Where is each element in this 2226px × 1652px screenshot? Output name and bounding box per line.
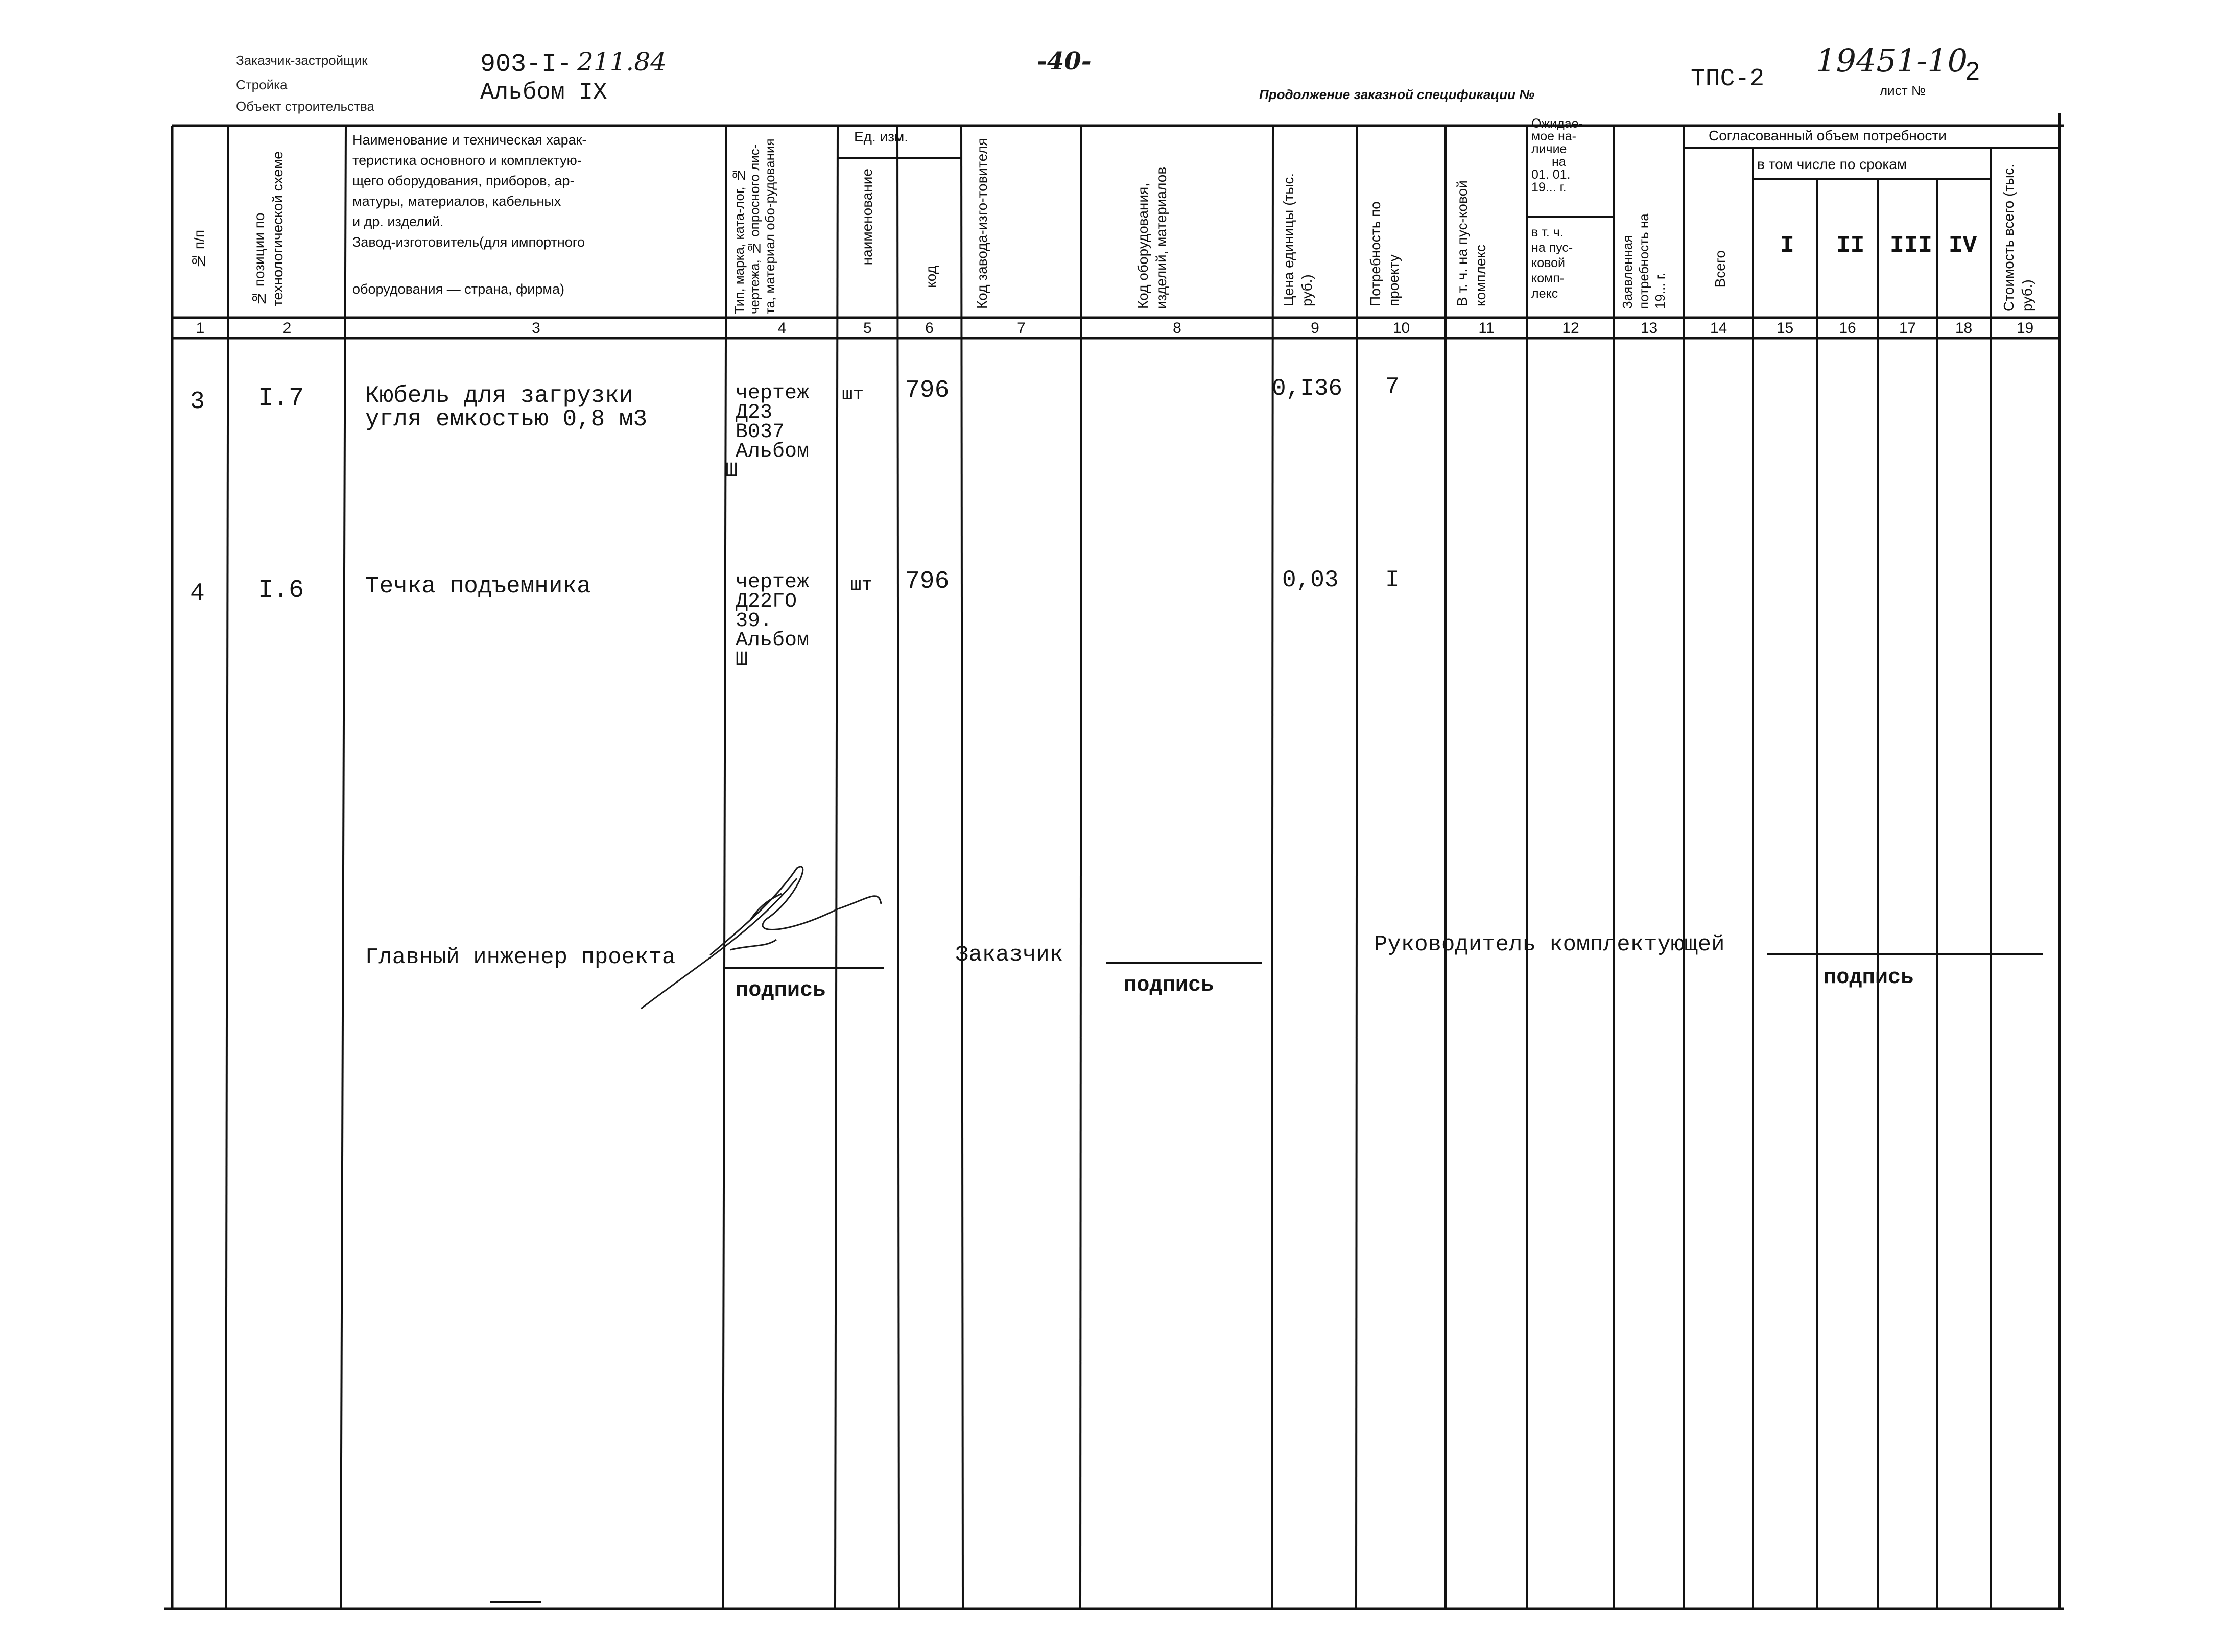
colnum-6: 6 [925, 320, 934, 337]
col1-header: № п/п [191, 230, 207, 269]
row-name-line: Течка подъемника [365, 573, 591, 600]
row-type-line: Д22ГО [736, 590, 797, 613]
row-type-line: Ш [736, 649, 748, 672]
row-name [365, 574, 591, 598]
row-name-line: Кюбель для загрузки [365, 382, 633, 409]
row-number: 4 [190, 580, 205, 607]
row-type-line: Альбом [736, 629, 810, 652]
col12-line1: Ожидае- [1531, 116, 1583, 131]
col19-header: Стоимость всего (тыс. руб.) [2001, 163, 2035, 312]
colnum-2: 2 [282, 320, 292, 337]
col13-header: Заявленная потребность на 19... г. [1620, 213, 1668, 309]
colnum-17: 17 [1899, 320, 1916, 337]
colnum-14: 14 [1710, 320, 1727, 337]
unit-group-header: Ед. изм. [854, 129, 909, 145]
col12-line6: 19... г. [1531, 180, 1567, 195]
col3-header-line7: оборудования — страна, фирма) [352, 281, 564, 297]
col8-header: Код оборудования, изделий, материалов [1135, 166, 1169, 309]
col9-header: Цена единицы (тыс. руб.) [1281, 173, 1315, 306]
row-name-line: угля емкостью 0,8 м3 [365, 406, 648, 433]
col12b-line2: на пус- [1531, 241, 1573, 255]
head-label: Руководитель комплектующей [1374, 932, 1725, 957]
col11-header: В т. ч. на пус-ковой комплекс [1454, 180, 1488, 306]
col12b-line4: комп- [1531, 271, 1565, 285]
col3-header-line4: матуры, материалов, кабельных [352, 194, 561, 209]
row-type-line: чертеж [736, 382, 810, 405]
agreed-group-header: Согласованный объем потребности [1709, 128, 1947, 143]
col18-header: IV [1949, 232, 1977, 259]
page-marker: -40- [1037, 47, 1092, 76]
project-code: 903-I- [480, 50, 573, 79]
customer-label: Заказчик-застройщик [236, 53, 368, 68]
customer-label-sign: Заказчик [955, 942, 1063, 968]
col12-line4: на [1552, 155, 1566, 169]
colnum-1: 1 [196, 320, 205, 337]
col12-line3: личие [1531, 142, 1567, 156]
row-type-line: 39. [736, 610, 773, 633]
colnum-19: 19 [2016, 320, 2034, 337]
chief-engineer-label: Главный инженер проекта [365, 945, 676, 970]
col12-line2: мое на- [1531, 129, 1576, 143]
col12b-line1: в т. ч. [1531, 225, 1564, 240]
col12-line5: 01. 01. [1531, 167, 1571, 182]
colnum-10: 10 [1392, 320, 1410, 337]
col3-header-line1: Наименование и техническая харак- [352, 132, 587, 148]
colnum-8: 8 [1173, 320, 1181, 337]
col5-header: наименование [859, 169, 875, 266]
row-price: 0,I36 [1272, 375, 1343, 402]
row-unit-code: 796 [905, 377, 950, 404]
row-number: 3 [190, 388, 205, 416]
colnum-13: 13 [1640, 320, 1658, 337]
sheet-label: лист № [1880, 83, 1926, 98]
doc-number: 19451-10 [1816, 42, 1968, 79]
col3-header-line6: Завод-изготовитель(для импортного [352, 234, 585, 250]
row-unit: шт [850, 574, 873, 595]
row-type [725, 382, 810, 483]
row-name [365, 384, 647, 431]
col3-header-line2: теристика основного и комплектую- [352, 153, 582, 168]
row-type-line: Альбом [736, 440, 810, 463]
row-position: I.6 [258, 576, 304, 605]
signature-caption-3: подпись [1824, 965, 1914, 990]
row-need: 7 [1385, 374, 1400, 400]
colnum-5: 5 [863, 320, 872, 337]
object-label: Объект строительства [236, 99, 374, 114]
colnum-12: 12 [1562, 320, 1579, 337]
row-unit: шт [842, 384, 864, 405]
project-code-handwritten: 211.84 [577, 47, 667, 77]
colnum-16: 16 [1839, 320, 1856, 337]
signature-caption-1: подпись [736, 978, 826, 1002]
row-position: I.7 [258, 384, 304, 413]
row-unit-code: 796 [905, 568, 950, 595]
colnum-15: 15 [1776, 320, 1794, 337]
row-need: I [1385, 567, 1400, 593]
colnum-18: 18 [1955, 320, 1973, 337]
col7-header: Код завода-изго-товителя [974, 138, 990, 309]
row-type-line: Д23 [736, 401, 773, 424]
row-type-line: В037 [736, 421, 785, 444]
col12b-line3: ковой [1531, 256, 1565, 270]
col17-header: III [1890, 232, 1932, 259]
col3-header-line5: и др. изделий. [352, 214, 444, 229]
row-price: 0,03 [1282, 567, 1339, 593]
col12b-line5: лекс [1531, 286, 1558, 301]
col12b-header [1531, 225, 1573, 301]
construction-label: Стройка [236, 77, 288, 92]
colnum-9: 9 [1311, 320, 1319, 337]
col6-header: код [923, 266, 939, 288]
col4-header: Тип, марка, ката-лог, № чертежа, № опросного лис-та, материал обо-рудования [731, 138, 777, 314]
col10-header: Потребность по проекту [1367, 201, 1402, 306]
col12-header [1531, 117, 1583, 194]
colnum-11: 11 [1478, 320, 1495, 337]
colnum-4: 4 [777, 320, 787, 337]
colnum-7: 7 [1017, 320, 1026, 337]
album-title: Альбом IX [480, 79, 607, 106]
col15-header: I [1780, 232, 1794, 259]
colnum-3: 3 [532, 320, 540, 337]
signature-caption-2: подпись [1124, 973, 1214, 997]
continuation-label: Продолжение заказной спецификации № [1259, 87, 1535, 102]
spec-number: ТПС-2 [1691, 65, 1765, 93]
row-type [736, 573, 809, 670]
row-type-line: чертеж [736, 571, 810, 594]
row-type-line: Ш [725, 460, 738, 483]
by-terms-header: в том числе по срокам [1757, 156, 1907, 172]
sheet-number: 2 [1965, 57, 1980, 85]
col14-header: Всего [1712, 250, 1728, 288]
col3-header-line3: щего оборудования, приборов, ар- [352, 173, 575, 188]
col16-header: II [1836, 232, 1865, 259]
col2-header: № позиции по технологической схеме [251, 151, 286, 306]
